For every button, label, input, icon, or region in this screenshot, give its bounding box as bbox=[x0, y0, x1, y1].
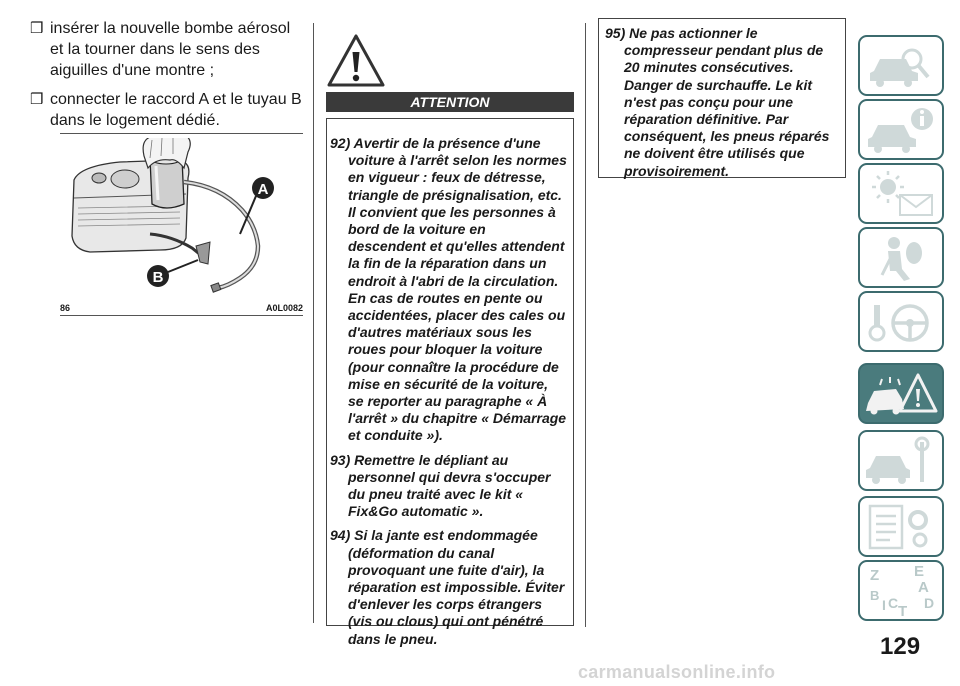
figure-bottom-rule bbox=[60, 315, 303, 316]
airbag-passenger-icon bbox=[860, 229, 942, 286]
warning-item: 95) Ne pas actionner le compresseur pendant plus de 20 minutes consécutives. Danger de surchauffe. Le kit n'est pas conçu pour une réparation définitive. Par conséquent, les pneus réparés ne doivent être utilisés que provisoirement. bbox=[605, 25, 830, 179]
page-number: 129 bbox=[880, 633, 921, 660]
tab-specifications[interactable] bbox=[858, 496, 944, 557]
tab-emergency[interactable] bbox=[858, 363, 944, 424]
car-info-icon bbox=[860, 101, 942, 158]
compressor-figure bbox=[60, 133, 303, 318]
index-letter: D bbox=[924, 595, 935, 611]
instruction-bullet bbox=[30, 18, 302, 81]
tab-steering-key[interactable] bbox=[858, 291, 944, 352]
column-divider bbox=[313, 23, 314, 623]
label-a: A bbox=[257, 181, 269, 198]
compressor-illustration bbox=[60, 138, 303, 300]
instruction-text: insérer la nouvelle bombe aérosol et la tourner dans le sens des aiguilles d'une montre ; bbox=[50, 20, 291, 79]
figure-code: A0L0082 bbox=[265, 303, 303, 313]
index-letter: B bbox=[870, 588, 880, 603]
warning-triangle-icon bbox=[326, 32, 386, 90]
tab-maintenance[interactable] bbox=[858, 430, 944, 491]
tab-airbag[interactable] bbox=[858, 227, 944, 288]
warning-lights-icon bbox=[860, 165, 942, 222]
tab-alphabetical-index[interactable] bbox=[858, 560, 944, 621]
tab-car-search[interactable] bbox=[858, 35, 944, 96]
figure-number: 86 bbox=[60, 303, 71, 313]
instruction-text: connecter le raccord A et le tuyau B dans le logement dédié. bbox=[50, 91, 302, 129]
emergency-car-icon bbox=[860, 365, 942, 422]
attention-box bbox=[326, 118, 574, 647]
index-letter: Z bbox=[870, 567, 880, 584]
specifications-icon bbox=[860, 498, 942, 555]
index-letter: A bbox=[918, 579, 929, 596]
checkbox-bullet-icon: ❒ bbox=[30, 20, 44, 37]
label-b: B bbox=[152, 269, 164, 286]
index-letter: E bbox=[914, 563, 925, 580]
instruction-bullet bbox=[30, 89, 302, 131]
column-divider bbox=[585, 23, 586, 627]
figure-top-rule bbox=[60, 133, 303, 134]
index-letter: T bbox=[898, 603, 908, 619]
car-search-icon bbox=[860, 37, 942, 94]
tab-warning-lights[interactable] bbox=[858, 163, 944, 224]
footer-watermark[interactable]: carmanualsonline.info bbox=[578, 662, 776, 682]
attention-title: ATTENTION bbox=[326, 92, 574, 112]
steering-key-icon bbox=[860, 293, 942, 350]
warning-box bbox=[598, 18, 846, 178]
car-maintenance-icon bbox=[860, 432, 942, 489]
attention-item: 94) Si la jante est endommagée (déformation du canal provoquant une fuite d'air), la réparation est impossible. Éviter d'enlever les corps étrangers (vis ou clous) qui ont pénétré dans le pneu. bbox=[330, 527, 565, 647]
index-letter: I bbox=[882, 597, 886, 613]
instructions-column bbox=[30, 18, 302, 139]
attention-item: 93) Remettre le dépliant au personnel qui devra s'occuper du pneu traité avec le kit « Fix&Go automatic ». bbox=[330, 451, 551, 520]
attention-item: 92) Avertir de la présence d'une voiture à l'arrêt selon les normes en vigueur : feux de détresse, triangle de présignalisation, etc. Il convient que les personnes à bord de la voiture en descendent et qu'elles attendent la fin de la réparation dans un endroit à l'abri de la circulation. En cas de routes en pente ou accidentées, placer des cales ou d'autres matériaux sous les roues pour bloquer la voiture (pour connaître la procédure de mise en sécurité de la voiture, se reporter au paragraphe « À l'arrêt » du chapitre « Démarrage et conduite »). bbox=[330, 135, 567, 444]
index-letter: C bbox=[888, 595, 899, 611]
alphabetical-index-icon bbox=[860, 562, 942, 619]
checkbox-bullet-icon: ❒ bbox=[30, 91, 44, 108]
tab-car-info[interactable] bbox=[858, 99, 944, 160]
